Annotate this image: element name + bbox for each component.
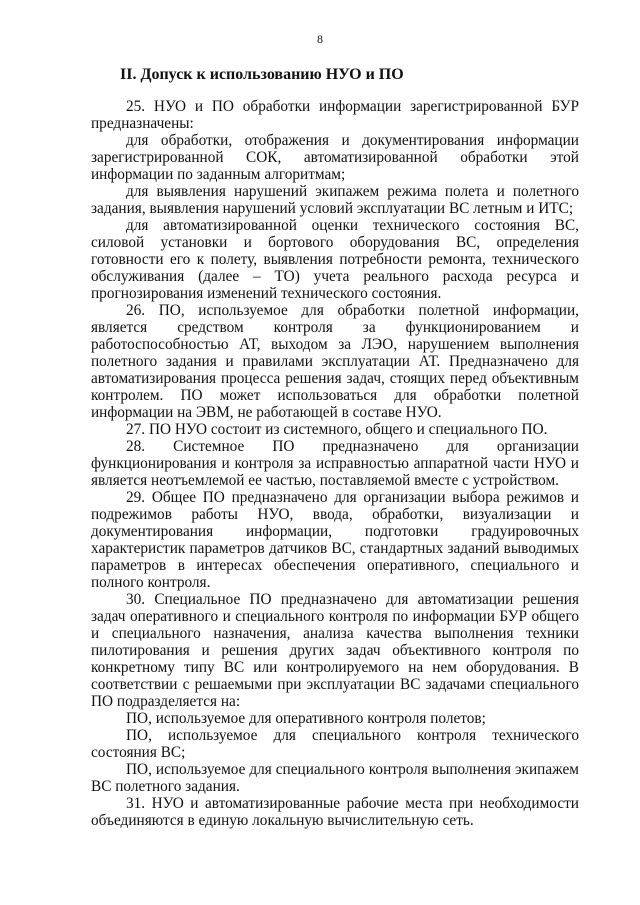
paragraph: 28. Системное ПО предназначено для организации функционирования и контроля за исправностью аппаратной части НУО и является неотъемлемой ее частью, поставляемой вместе с устройством.	[91, 438, 579, 489]
paragraph: 26. ПО, используемое для обработки полетной информации, является средством контроля за функционированием и работоспособностью АТ, выходом за ЛЭО, нарушением выполнения полетного задания и правилами эксплуатации АТ. Предназначено для автоматизирования процесса решения задач, стоящих перед объективным контролем. ПО может использоваться для обработки полетной информации на ЭВМ, не работающей в составе НУО.	[91, 302, 579, 421]
paragraph: 25. НУО и ПО обработки информации зарегистрированной БУР предназначены:	[91, 98, 579, 132]
paragraph: ПО, используемое для оперативного контроля полетов;	[126, 710, 486, 727]
paragraph: для автоматизированной оценки технического состояния ВС, силовой установки и бортового оборудования ВС, определения готовности его к полету, выявления потребности ремонта, технического обслуживания (далее – ТО) учета реального расхода ресурса и прогнозирования изменений технического состояния.	[91, 217, 579, 302]
paragraph: 27. ПО НУО состоит из системного, общего и специального ПО.	[126, 421, 548, 438]
paragraph: ПО, используемое для специального контроля технического состояния ВС;	[91, 727, 579, 761]
paragraph: 29. Общее ПО предназначено для организации выбора режимов и подрежимов работы НУО, ввода, обработки, визуализации и документирования информации, подготовки градуировочных характеристик параметров датчиков ВС, стандартных заданий выводимых параметров в интересах обеспечения оперативного, специального и полного контроля.	[91, 489, 579, 591]
paragraph: 31. НУО и автоматизированные рабочие места при необходимости объединяются в единую локальную вычислительную сеть.	[91, 795, 579, 829]
paragraph: для выявления нарушений экипажем режима полета и полетного задания, выявления нарушений условий эксплуатации ВС летным и ИТС;	[91, 183, 579, 217]
page-number: 8	[317, 32, 323, 46]
section-title: II. Допуск к использованию НУО и ПО	[120, 66, 404, 83]
paragraph: 30. Специальное ПО предназначено для автоматизации решения задач оперативного и специального контроля по информации БУР общего и специального назначения, анализа качества выполнения техники пилотирования и решения других задач объективного контроля по конкретному типу ВС или контролируемого на нем оборудования. В соответствии с решаемыми при эксплуатации ВС задачами специального ПО подразделяется на:	[91, 591, 579, 710]
paragraph: ПО, используемое для специального контроля выполнения экипажем ВС полетного задания.	[91, 761, 579, 795]
paragraph: для обработки, отображения и документирования информации зарегистрированной СОК, автоматизированной обработки этой информации по заданным алгоритмам;	[91, 132, 579, 183]
document-body	[91, 98, 579, 829]
